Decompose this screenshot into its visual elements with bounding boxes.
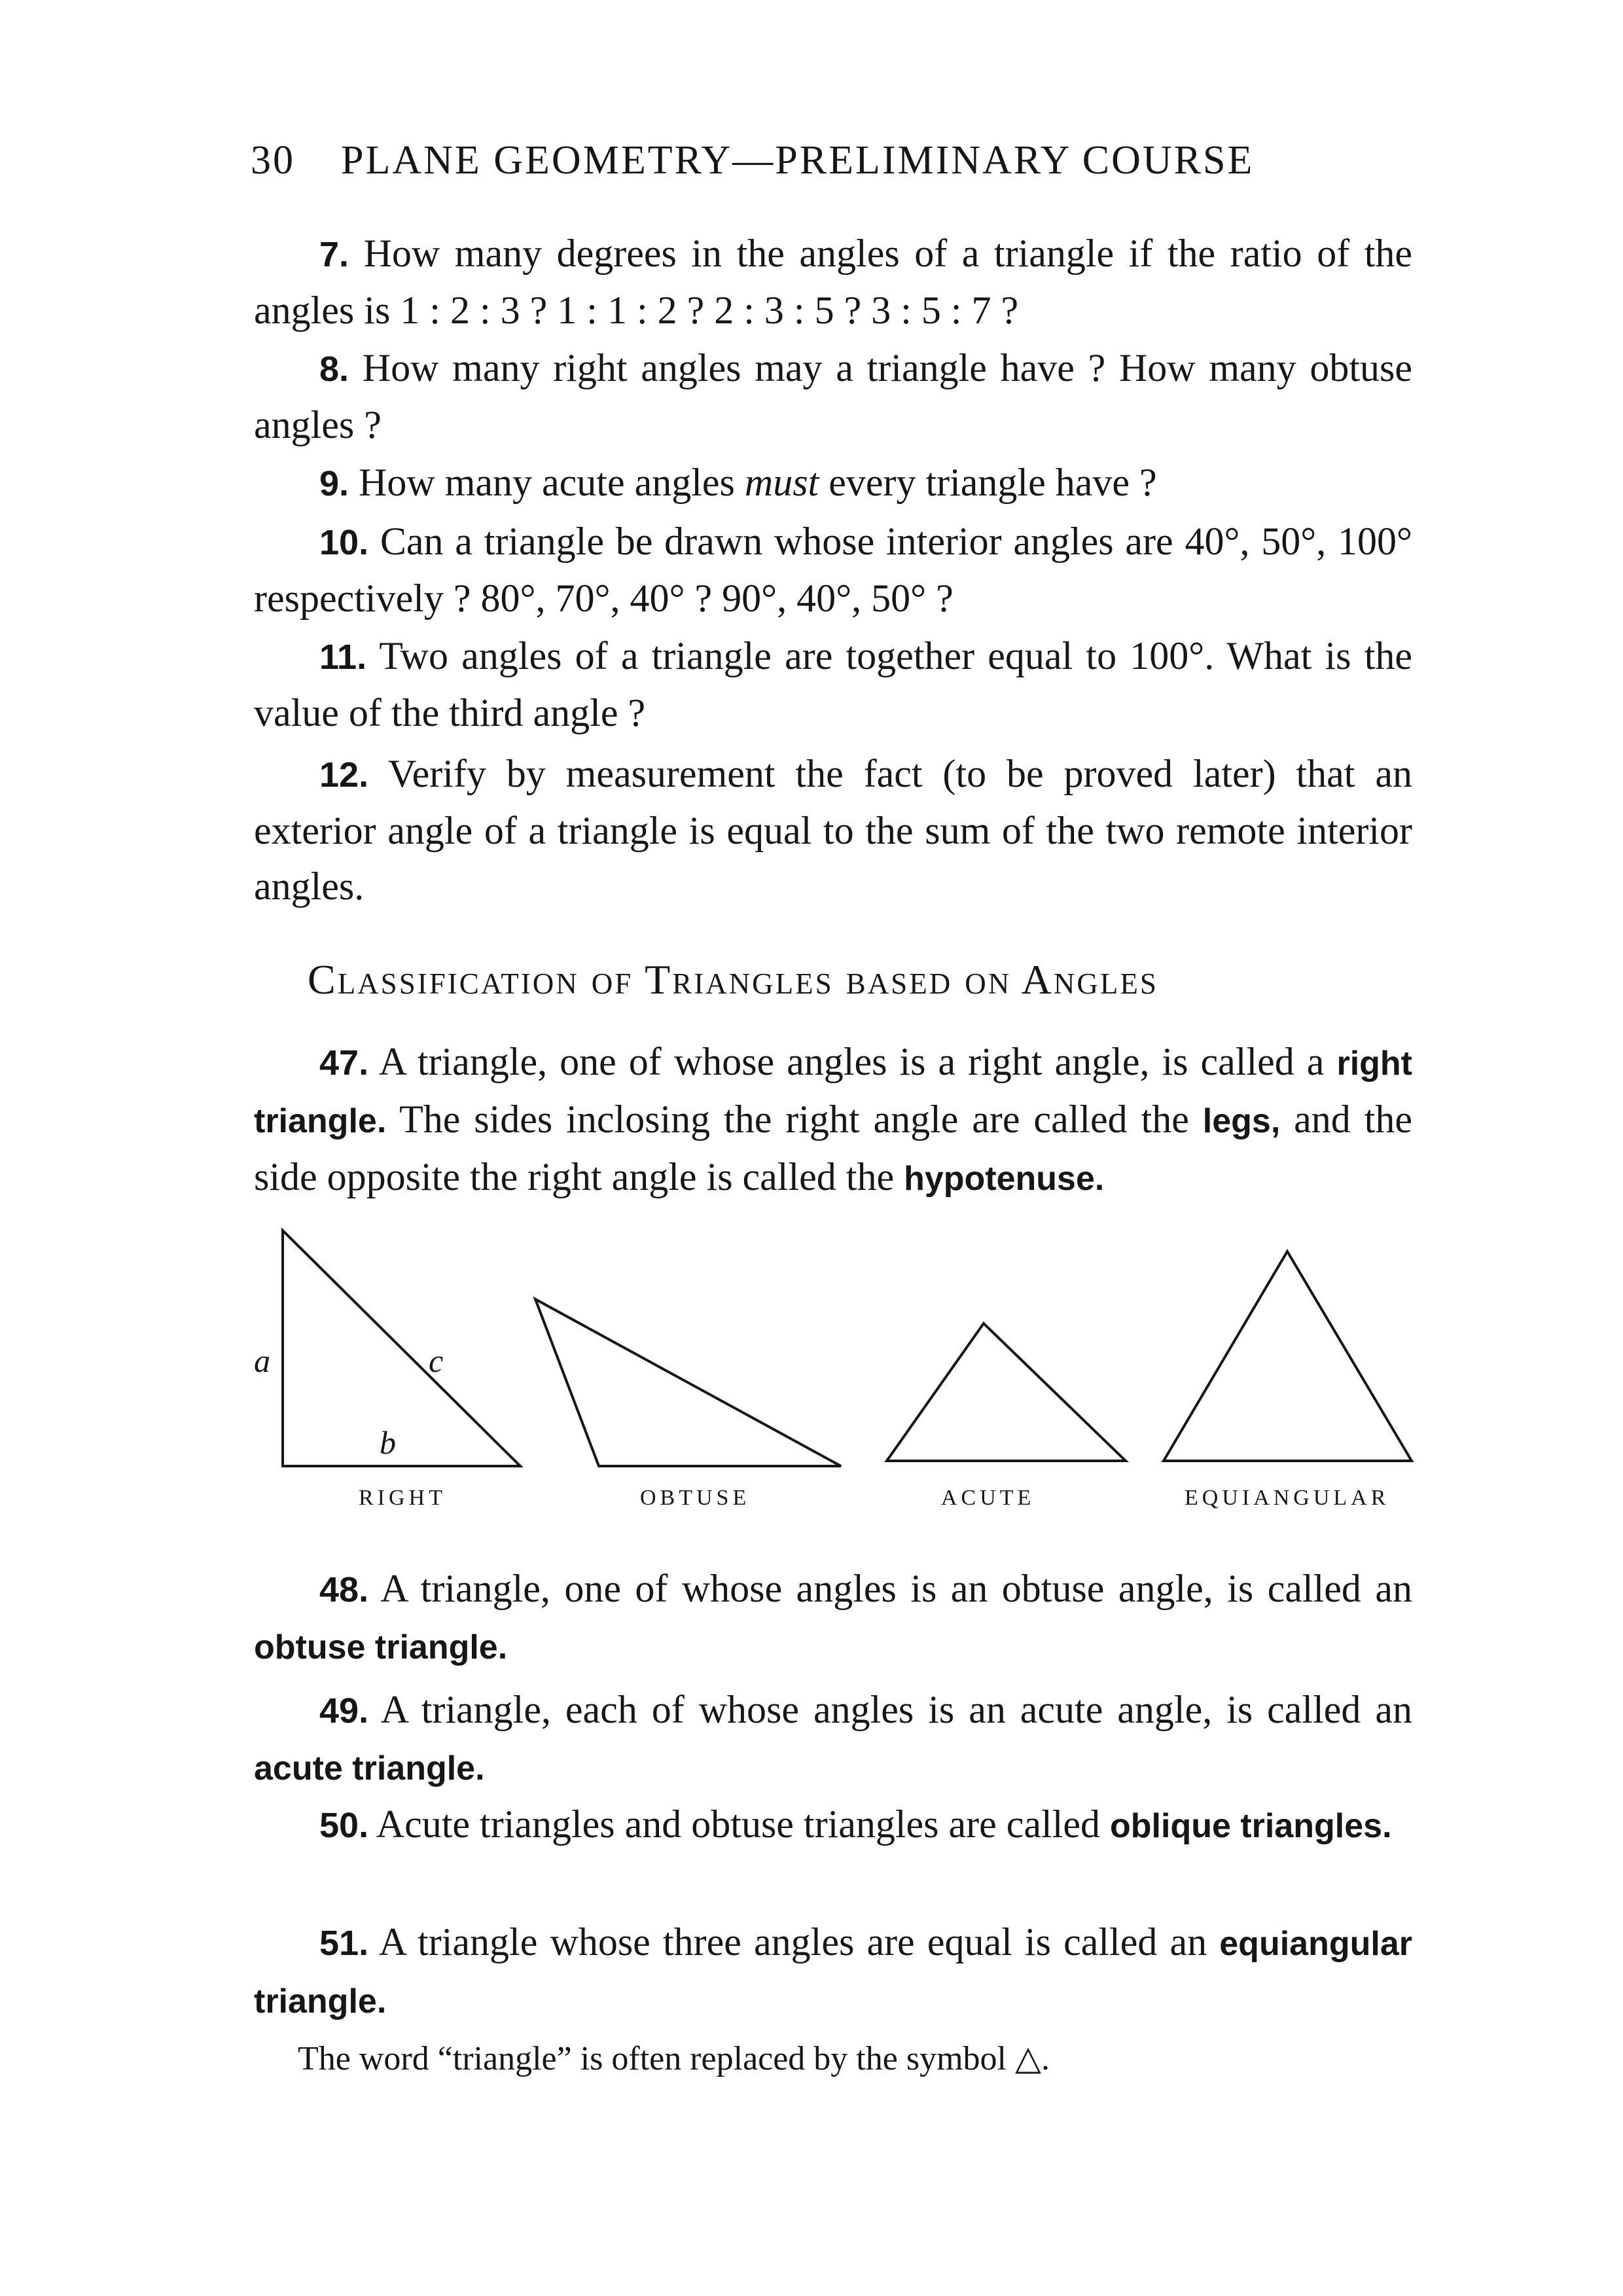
definition-text: A triangle whose three angles are equal is called an bbox=[378, 1920, 1220, 1964]
section-title: Classification of Triangles based on Angles bbox=[308, 956, 1158, 1003]
term-legs: legs, bbox=[1202, 1102, 1281, 1140]
definition-49 bbox=[254, 1682, 1412, 1797]
definition-number: 51. bbox=[319, 1924, 369, 1963]
definition-number: 49. bbox=[319, 1691, 369, 1731]
right-triangle-shape bbox=[283, 1230, 520, 1466]
obtuse-triangle-shape bbox=[535, 1299, 841, 1466]
exercise-text: How many right angles may a triangle have ? How many obtuse angles ? bbox=[254, 346, 1413, 446]
symbol-note: The word “triangle” is often replaced by the symbol △. bbox=[298, 2040, 1050, 2077]
exercise-text: Can a triangle be drawn whose interior angles are 40°, 50°, 100° respectively ? 80°, 70°, 40° ? 90°, 40°, 50° ? bbox=[254, 520, 1413, 620]
label-a: a bbox=[254, 1342, 270, 1379]
term-equiangular-triangle: equiangular triangle. bbox=[254, 1925, 1412, 2020]
term-obtuse-triangle: obtuse triangle. bbox=[254, 1628, 508, 1666]
definition-50 bbox=[254, 1797, 1412, 1854]
label-c: c bbox=[429, 1342, 444, 1379]
definition-number: 48. bbox=[319, 1570, 369, 1609]
equiangular-triangle-shape bbox=[1164, 1251, 1412, 1461]
definition-text: Acute triangles and obtuse triangles are called bbox=[376, 1803, 1111, 1846]
definition-number: 47. bbox=[319, 1043, 369, 1083]
exercise-number: 12. bbox=[319, 755, 369, 795]
caption-acute: ACUTE bbox=[941, 1486, 1035, 1510]
exercise-text: How many degrees in the angles of a triangle if the ratio of the angles is 1 : 2 : 3 ? 1 : 1 : 2 ? 2 : 3 : 5 ? 3 : 5 : 7 ? bbox=[254, 232, 1413, 332]
caption-right: RIGHT bbox=[359, 1486, 446, 1510]
emphasis-must: must bbox=[744, 461, 819, 504]
exercise-number: 10. bbox=[319, 523, 369, 562]
definition-text: The sides inclosing the right angle are called the bbox=[386, 1098, 1203, 1141]
term-oblique-triangles: oblique triangles. bbox=[1110, 1807, 1392, 1845]
term-acute-triangle: acute triangle. bbox=[254, 1749, 485, 1787]
definition-text: A triangle, each of whose angles is an acute angle, is called an bbox=[380, 1688, 1412, 1731]
exercise-number: 11. bbox=[319, 637, 367, 677]
definition-48 bbox=[254, 1561, 1412, 1676]
running-title: PLANE GEOMETRY—PRELIMINARY COURSE bbox=[341, 138, 1255, 183]
caption-obtuse: OBTUSE bbox=[640, 1486, 751, 1510]
definition-text: A triangle, one of whose angles is a right angle, is called a bbox=[378, 1040, 1337, 1083]
definition-number: 50. bbox=[319, 1806, 369, 1845]
definition-text: A triangle, one of whose angles is an obtuse angle, is called an bbox=[380, 1567, 1412, 1610]
term-hypotenuse: hypotenuse. bbox=[904, 1160, 1105, 1198]
definition-51 bbox=[254, 1914, 1412, 2030]
term-right-triangle: right triangle. bbox=[254, 1045, 1412, 1140]
caption-equiangular: EQUIANGULAR bbox=[1185, 1486, 1390, 1510]
exercise-text: Two angles of a triangle are together equal to 100°. What is the value of the third angle ? bbox=[254, 634, 1412, 734]
exercise-number: 7. bbox=[319, 235, 349, 274]
exercise-number: 8. bbox=[319, 350, 349, 389]
exercise-text: Verify by measurement the fact (to be proved later) that an exterior angle of a triangle is equal to the sum of the two remote interior angles. bbox=[254, 752, 1413, 908]
acute-triangle-shape bbox=[887, 1323, 1126, 1461]
label-b: b bbox=[380, 1424, 396, 1461]
exercise-text-before: How many acute angles bbox=[359, 461, 745, 504]
exercise-number: 9. bbox=[319, 464, 349, 503]
page-number: 30 bbox=[251, 138, 295, 183]
exercise-text-after: every triangle have ? bbox=[819, 461, 1157, 504]
definition-text: and the side opposite the right angle is called the bbox=[254, 1098, 1412, 1198]
